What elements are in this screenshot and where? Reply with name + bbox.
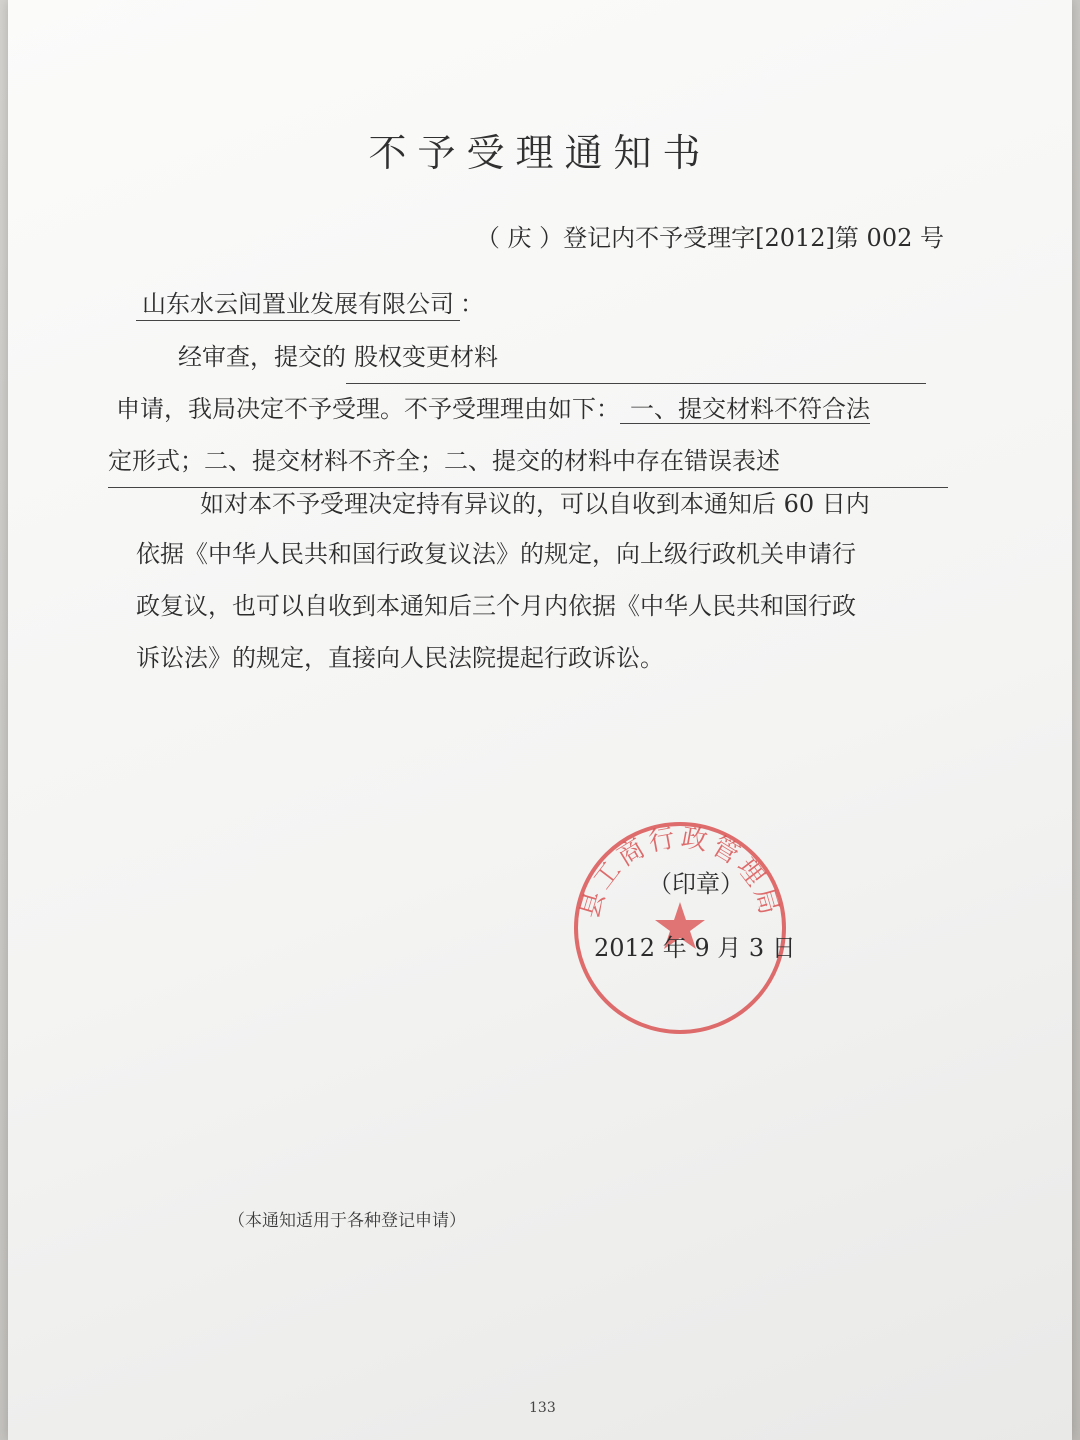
issue-date: 2012 年 9 月 3 日 xyxy=(594,934,796,962)
reason-part-1: 一、提交材料不符合法 xyxy=(620,395,870,424)
decision-prefix: 申请，我局决定不予受理。不予受理理由如下： xyxy=(116,395,620,423)
appeal-line-4: 诉讼法》的规定，直接向人民法院提起行政诉讼。 xyxy=(136,644,664,672)
page-number: 133 xyxy=(529,1400,556,1416)
review-prefix: 经审查，提交的 xyxy=(178,343,346,371)
paragraph-review-line xyxy=(178,331,926,384)
document-title: 不予受理通知书 xyxy=(368,131,712,175)
submitted-material: 股权变更材料 xyxy=(346,331,926,384)
document-page xyxy=(8,0,1072,1440)
appeal-line-3: 政复议，也可以自收到本通知后三个月内依据《中华人民共和国行政 xyxy=(136,592,856,620)
seal-label: （印章） xyxy=(648,870,744,898)
paragraph-reason-line xyxy=(108,435,948,488)
paragraph-decision-line xyxy=(116,383,870,435)
addressee-colon: ： xyxy=(460,290,484,318)
addressee-line xyxy=(136,284,484,319)
document-number: （ 庆 ）登记内不予受理字[2012]第 002 号 xyxy=(475,224,944,252)
reason-part-2: 定形式；二、提交材料不齐全；二、提交的材料中存在错误表述 xyxy=(108,435,948,488)
footnote: （本通知适用于各种登记申请） xyxy=(228,1211,466,1231)
addressee-name: 山东水云间置业发展有限公司 xyxy=(136,290,460,321)
seal-text: 县工商行政管理局 xyxy=(575,822,785,922)
appeal-line-1: 如对本不予受理决定持有异议的，可以自收到本通知后 60 日内 xyxy=(200,490,870,518)
appeal-line-2: 依据《中华人民共和国行政复议法》的规定，向上级行政机关申请行 xyxy=(136,540,856,568)
